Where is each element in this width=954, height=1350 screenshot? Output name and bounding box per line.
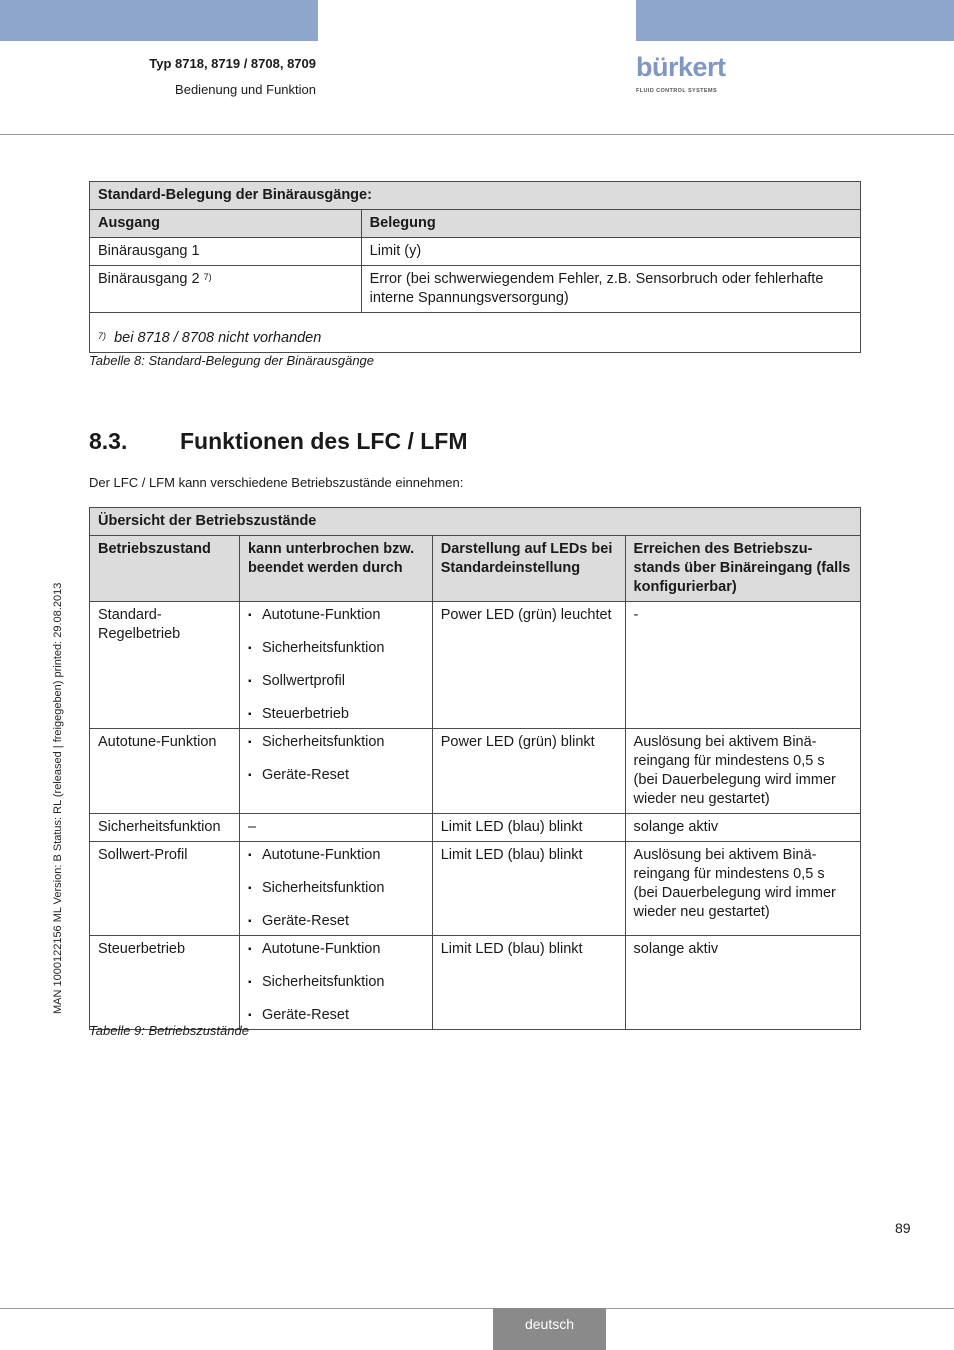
column-header: Ausgang — [90, 210, 362, 238]
list-item: ▪ Sollwertprofil — [248, 672, 424, 691]
binary-input-cell: Auslösung bei aktivem Binä-reingang für mindestens 0,5 s (bei Dauerbelegung wird immer wieder neu gestartet) — [625, 842, 860, 936]
output-cell — [90, 266, 362, 313]
section-number: 8.3. — [89, 428, 128, 454]
state-cell: Autotune-Funktion — [90, 729, 240, 814]
table-row — [90, 602, 861, 729]
list-item: ▪ Sicherheitsfunktion — [248, 639, 424, 658]
table-row — [90, 936, 861, 1030]
chapter-subtitle: Bedienung und Funktion — [175, 82, 316, 97]
binary-input-cell: - — [625, 602, 860, 729]
table-row — [90, 814, 861, 842]
interrupt-cell — [239, 602, 432, 729]
interrupt-list — [248, 733, 424, 785]
section-intro: Der LFC / LFM kann verschiedene Betriebszustände einnehmen: — [89, 475, 464, 490]
table-footnote — [90, 313, 861, 353]
list-item: ▪ Geräte-Reset — [248, 1006, 424, 1025]
binary-input-cell: solange aktiv — [625, 936, 860, 1030]
binary-outputs-table — [89, 181, 861, 353]
footnote-text: bei 8718 / 8708 nicht vorhanden — [114, 330, 322, 346]
interrupt-list — [248, 606, 424, 724]
header-bar-right — [636, 0, 954, 41]
table-row — [90, 842, 861, 936]
table-row — [90, 266, 861, 313]
list-item: ▪ Sicherheitsfunktion — [248, 733, 424, 752]
column-header: Betriebszustand — [90, 536, 240, 602]
column-header: kann unterbrochen bzw. beendet werden durch — [239, 536, 432, 602]
state-cell: Sollwert-Profil — [90, 842, 240, 936]
table-row — [90, 729, 861, 814]
interrupt-cell — [239, 842, 432, 936]
language-tab: deutsch — [493, 1308, 606, 1350]
column-header: Erreichen des Betriebszu-stands über Binäreingang (falls konfigurierbar) — [625, 536, 860, 602]
led-cell: Limit LED (blau) blinkt — [432, 814, 625, 842]
state-cell: Sicherheitsfunktion — [90, 814, 240, 842]
footnote-ref: 7) — [203, 272, 212, 282]
section-heading — [89, 428, 467, 455]
interrupt-cell — [239, 729, 432, 814]
header-bar-left — [0, 0, 318, 41]
column-header: Darstellung auf LEDs bei Standardeinstellung — [432, 536, 625, 602]
interrupt-cell: – — [239, 814, 432, 842]
interrupt-list — [248, 846, 424, 931]
document-type-title: Typ 8718, 8719 / 8708, 8709 — [149, 56, 316, 71]
footnote-mark: 7) — [98, 331, 107, 341]
operating-states-table — [89, 507, 861, 1030]
binary-input-cell: Auslösung bei aktivem Binä-reingang für mindestens 0,5 s (bei Dauerbelegung wird immer wieder neu gestartet) — [625, 729, 860, 814]
list-item: ▪ Steuerbetrieb — [248, 705, 424, 724]
table-title: Standard-Belegung der Binärausgänge: — [90, 182, 861, 210]
list-item: ▪ Autotune-Funktion — [248, 940, 424, 959]
list-item: ▪ Autotune-Funktion — [248, 846, 424, 865]
interrupt-cell — [239, 936, 432, 1030]
table9-caption: Tabelle 9: Betriebszustände — [89, 1023, 249, 1038]
list-item: ▪ Sicherheitsfunktion — [248, 973, 424, 992]
state-cell: Standard-Regelbetrieb — [90, 602, 240, 729]
assignment-cell: Limit (y) — [361, 238, 860, 266]
led-cell: Power LED (grün) leuchtet — [432, 602, 625, 729]
column-header: Belegung — [361, 210, 860, 238]
state-cell: Steuerbetrieb — [90, 936, 240, 1030]
led-cell: Limit LED (blau) blinkt — [432, 842, 625, 936]
table-title: Übersicht der Betriebszustände — [90, 508, 861, 536]
list-item: ▪ Geräte-Reset — [248, 766, 424, 785]
list-item: ▪ Autotune-Funktion — [248, 606, 424, 625]
table8-caption: Tabelle 8: Standard-Belegung der Binärausgänge — [89, 353, 375, 368]
burkert-logo — [636, 52, 746, 100]
table-row — [90, 238, 861, 266]
binary-input-cell: solange aktiv — [625, 814, 860, 842]
header-divider — [0, 134, 954, 135]
logo-wordmark: bürkert — [636, 52, 726, 82]
interrupt-list — [248, 940, 424, 1025]
list-item: ▪ Sicherheitsfunktion — [248, 879, 424, 898]
section-title: Funktionen des LFC / LFM — [180, 428, 468, 454]
led-cell: Power LED (grün) blinkt — [432, 729, 625, 814]
output-cell: Binärausgang 1 — [90, 238, 362, 266]
logo-tagline: FLUID CONTROL SYSTEMS — [636, 88, 718, 94]
list-item: ▪ Geräte-Reset — [248, 912, 424, 931]
page-number: 89 — [895, 1220, 911, 1236]
output-label: Binärausgang 2 — [98, 271, 200, 287]
assignment-cell: Error (bei schwerwiegendem Fehler, z.B. Sensorbruch oder fehlerhafte interne Spannungsversorgung) — [361, 266, 860, 313]
led-cell: Limit LED (blau) blinkt — [432, 936, 625, 1030]
footer-divider — [0, 1308, 954, 1309]
document-status-sidebar: MAN 1000122156 ML Version: B Status: RL (released | freigegeben) printed: 29.08.2013 — [52, 582, 64, 1014]
